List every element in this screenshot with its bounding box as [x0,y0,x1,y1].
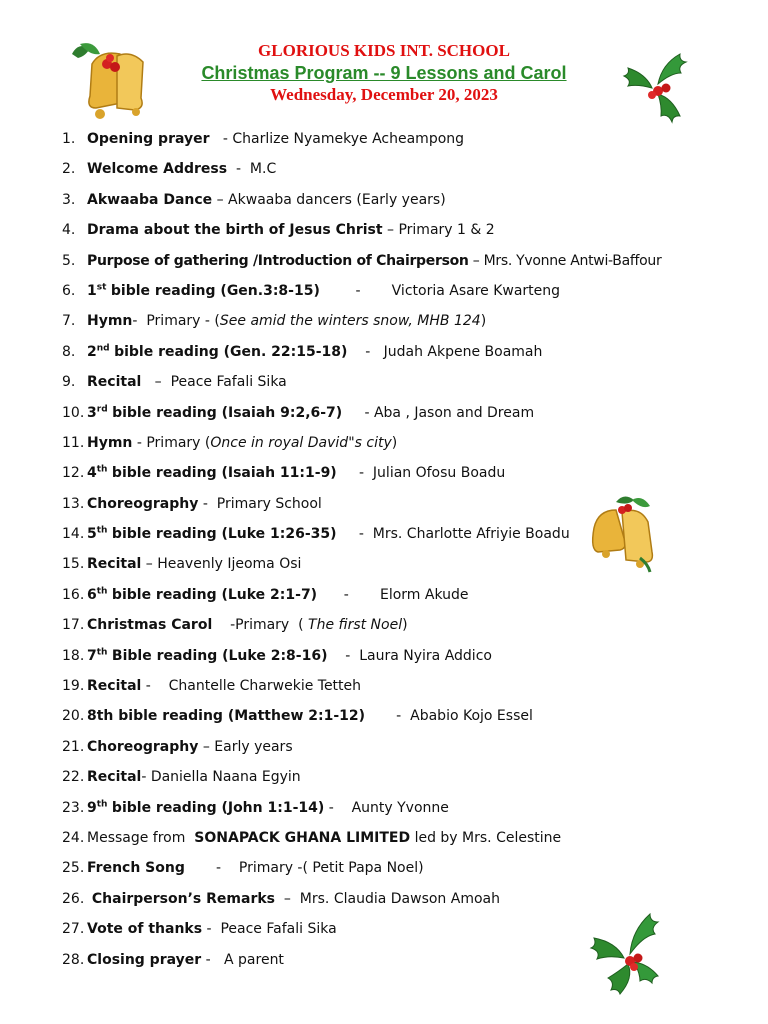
item-number: 12. [62,465,85,482]
item-detail: – Peace Fafali Sika [141,374,287,391]
item-detail: - Charlize Nyamekye Acheampong [209,131,465,147]
program-item [62,825,702,855]
item-title: French Song [87,860,185,877]
item-number: 25. [62,860,85,877]
item-detail-end: ) [480,313,487,330]
program-item [62,551,702,581]
item-number: 24. [62,829,85,846]
item-title: Recital [87,556,142,573]
item-detail: - Aunty Yvonne [324,799,449,816]
item-detail: – Heavenly Ijeoma Osi [141,556,302,573]
item-ordinal: 2 [87,343,97,360]
program-item [62,916,702,946]
item-number: 4. [62,222,76,239]
item-detail: – Mrs. Claudia Dawson Amoah [275,890,500,907]
item-title: Choreography [87,495,199,512]
item-ordinal: 7 [87,647,97,664]
item-title: bible reading (Gen. 22:15-18) [114,343,348,360]
item-number: 7. [62,313,76,330]
item-ordinal: 9 [87,799,97,816]
item-title: bible reading (Luke 2:1-7) [111,586,318,603]
item-number: 19. [62,678,85,695]
item-hymn-title: See amid the winters snow, MHB 124 [219,313,481,330]
item-number: 14. [62,526,85,543]
item-detail: – Primary 1 & 2 [382,222,495,239]
program-item [62,126,702,156]
item-number: 1. [62,131,76,147]
program-item [62,855,702,885]
item-detail: - Julian Ofosu Boadu [336,465,506,482]
item-detail: – Akwaaba dancers (Early years) [212,191,446,208]
item-number: 21. [62,738,85,755]
item-title: Closing prayer [87,951,202,968]
item-title: Chairperson’s Remarks [87,890,275,907]
item-detail: - Daniella Naana Egyin [141,769,301,786]
item-title: bible reading (Isaiah 9:2,6-7) [112,404,343,421]
item-title: Hymn [87,434,133,451]
item-title: 8th bible reading (Matthew 2:1-12) [87,708,366,725]
program-item [62,734,702,764]
item-title: Opening prayer [87,131,210,147]
item-title: bible reading (John 1:1-14) [111,799,325,816]
item-detail: - Aba , Jason and Dream [342,404,535,421]
program-item [62,460,702,490]
program-item [62,612,702,642]
item-ordinal-suffix: th [96,798,108,809]
item-number: 8. [62,343,76,360]
item-detail-end: ) [402,617,408,634]
item-title: Drama about the birth of Jesus Christ [87,222,383,239]
program-item [62,673,702,703]
item-ordinal: 1 [87,282,97,299]
program-item [62,491,702,521]
program-item [62,764,702,794]
item-number: 23. [62,799,85,816]
item-title: bible reading (Isaiah 11:1-9) [111,465,337,482]
item-title: bible reading (Luke 1:26-35) [111,526,337,543]
item-detail: - Primary School [198,495,322,512]
program-date: Wednesday, December 20, 2023 [270,85,498,104]
item-number: 22. [62,769,85,786]
item-number: 5. [62,252,76,269]
item-ordinal: 5 [87,526,97,543]
program-item [62,278,702,308]
item-detail: – Early years [198,738,293,755]
item-number: 10. [62,404,85,421]
item-title: bible reading (Gen.3:8-15) [110,282,320,299]
item-title: Choreography [87,738,199,755]
item-ordinal-suffix: th [96,525,108,536]
item-title: Vote of thanks [87,921,203,938]
item-prefix: Message from [87,829,195,846]
program-item [62,248,702,278]
item-detail: - Primary -( Petit Papa Noel) [184,860,424,877]
item-detail: - Primary ( [132,434,211,451]
item-carol-title: The first Noel [308,617,403,634]
item-number: 15. [62,556,85,573]
item-title: Welcome Address [87,161,228,178]
program-item [62,947,702,977]
item-hymn-title: Once in royal David"s city [210,434,392,451]
bells-icon [62,34,152,124]
item-ordinal-suffix: nd [96,343,110,354]
item-detail: - Laura Nyira Addico [327,647,492,664]
item-ordinal-suffix: rd [96,403,108,414]
item-ordinal: 4 [87,465,97,482]
item-title: Recital [87,678,142,695]
item-detail-end: ) [391,434,398,451]
item-title: Purpose of gathering /Introduction of Chairperson [87,252,469,269]
item-ordinal: 6 [87,586,97,603]
item-detail: - Chantelle Charwekie Tetteh [141,678,362,695]
program-title: Christmas Program -- 9 Lessons and Carol [201,63,567,83]
item-title: SONAPACK GHANA LIMITED [194,829,411,846]
item-detail: - M.C [227,161,277,178]
program-item [62,339,702,369]
program-list [62,126,702,977]
program-item [62,369,702,399]
item-number: 16. [62,586,85,603]
item-title: Recital [87,769,142,786]
item-ordinal-suffix: th [96,646,108,657]
item-title: Recital [87,374,142,391]
item-ordinal-suffix: th [96,464,108,475]
item-number: 18. [62,647,85,664]
item-number: 6. [62,282,76,299]
item-number: 2. [62,161,76,178]
item-title: Akwaaba Dance [87,191,213,208]
program-item [62,187,702,217]
item-detail: - Ababio Kojo Essel [365,708,533,725]
program-item [62,400,702,430]
item-detail: - Peace Fafali Sika [202,921,337,938]
item-ordinal-suffix: st [96,282,107,293]
item-number: 11. [62,434,85,451]
item-number: 20. [62,708,85,725]
item-number: 13. [62,495,85,512]
program-item [62,430,702,460]
item-title: Christmas Carol [87,617,213,634]
program-item [62,217,702,247]
item-detail: - Judah Akpene Boamah [347,343,543,360]
item-detail: – Mrs. Yvonne Antwi-Baffour [468,252,662,269]
program-item [62,886,702,916]
program-item [62,795,702,825]
item-ordinal-suffix: th [96,586,108,597]
school-name: GLORIOUS KIDS INT. SCHOOL [258,41,510,60]
program-item [62,643,702,673]
item-title: Hymn [87,313,133,330]
item-number: 28. [62,951,85,968]
program-item [62,582,702,612]
holly-icon [608,48,698,133]
item-number: 9. [62,374,76,391]
item-detail: - Mrs. Charlotte Afriyie Boadu [336,526,570,543]
item-detail: - A parent [201,951,284,968]
item-title: Bible reading (Luke 2:8-16) [111,647,328,664]
item-detail: - Primary - ( [132,313,220,330]
item-number: 3. [62,191,76,208]
item-detail: - Elorm Akude [317,586,469,603]
program-item [62,156,702,186]
program-item [62,521,702,551]
item-number: 27. [62,921,85,938]
program-item [62,703,702,733]
item-detail: led by Mrs. Celestine [410,829,562,846]
item-detail: - Victoria Asare Kwarteng [319,282,561,299]
item-detail: -Primary ( [212,617,309,634]
item-number: 17. [62,617,85,634]
item-number: 26. [62,890,85,907]
item-ordinal: 3 [87,404,97,421]
program-item [62,308,702,338]
